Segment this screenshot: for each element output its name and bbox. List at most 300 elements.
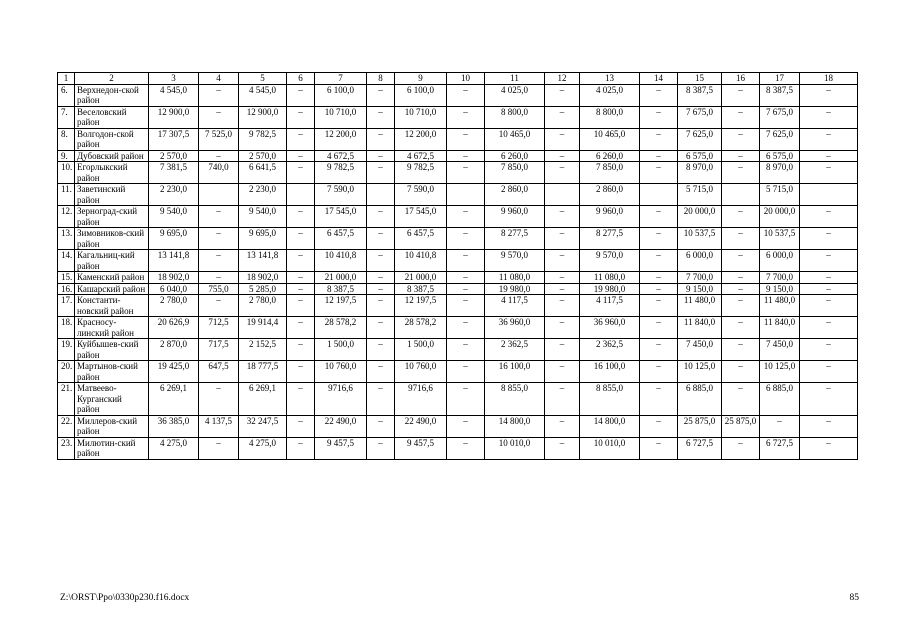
district-name-cell: Заветинский район <box>75 184 149 206</box>
value-cell: – <box>640 250 678 272</box>
value-cell: – <box>287 383 315 416</box>
value-cell: – <box>545 415 580 437</box>
value-cell: – <box>722 272 760 284</box>
header-cell: 5 <box>239 73 287 85</box>
value-cell: – <box>545 272 580 284</box>
value-cell: 18 902,0 <box>149 272 199 284</box>
row-number-cell: 10. <box>58 162 75 184</box>
value-cell: 7 625,0 <box>760 128 800 150</box>
value-cell: – <box>367 415 395 437</box>
value-cell <box>287 184 315 206</box>
row-number-cell: 20. <box>58 361 75 383</box>
value-cell: – <box>447 150 485 162</box>
value-cell: 10 410,8 <box>315 250 367 272</box>
value-cell: – <box>287 317 315 339</box>
row-number-cell: 16. <box>58 283 75 295</box>
value-cell: 9 457,5 <box>315 437 367 459</box>
header-cell: 13 <box>580 73 640 85</box>
header-cell: 6 <box>287 73 315 85</box>
value-cell: – <box>447 339 485 361</box>
value-cell: 4 275,0 <box>149 437 199 459</box>
value-cell: 8 855,0 <box>485 383 545 416</box>
value-cell: – <box>640 84 678 106</box>
value-cell: 7 675,0 <box>678 106 722 128</box>
district-name-cell: Куйбышев-ский район <box>75 339 149 361</box>
value-cell: – <box>722 228 760 250</box>
value-cell: – <box>800 437 858 459</box>
district-name-cell: Зерноград-ский район <box>75 206 149 228</box>
value-cell: 7 590,0 <box>395 184 447 206</box>
value-cell: – <box>287 295 315 317</box>
value-cell <box>640 184 678 206</box>
value-cell: 5 285,0 <box>239 283 287 295</box>
value-cell: 712,5 <box>199 317 239 339</box>
value-cell: 6 000,0 <box>760 250 800 272</box>
value-cell: 20 626,9 <box>149 317 199 339</box>
value-cell: 7 850,0 <box>485 162 545 184</box>
value-cell: 22 490,0 <box>315 415 367 437</box>
row-number-cell: 19. <box>58 339 75 361</box>
value-cell: 19 914,4 <box>239 317 287 339</box>
table-row <box>58 162 858 184</box>
table-row <box>58 84 858 106</box>
value-cell: 9 960,0 <box>580 206 640 228</box>
value-cell: – <box>722 437 760 459</box>
value-cell: – <box>199 228 239 250</box>
district-name-cell: Константи-новский район <box>75 295 149 317</box>
table-row <box>58 339 858 361</box>
value-cell <box>722 184 760 206</box>
value-cell: 2 860,0 <box>485 184 545 206</box>
value-cell: 12 200,0 <box>315 128 367 150</box>
row-number-cell: 14. <box>58 250 75 272</box>
value-cell: 2 152,5 <box>239 339 287 361</box>
value-cell: – <box>640 128 678 150</box>
value-cell: 2 570,0 <box>149 150 199 162</box>
value-cell: – <box>199 84 239 106</box>
value-cell: – <box>640 283 678 295</box>
district-name-cell: Миллеров-ский район <box>75 415 149 437</box>
value-cell: 4 545,0 <box>239 84 287 106</box>
value-cell: – <box>287 162 315 184</box>
value-cell: – <box>367 106 395 128</box>
value-cell: 10 410,8 <box>395 250 447 272</box>
district-name-cell: Волгодон-ской район <box>75 128 149 150</box>
value-cell: – <box>800 283 858 295</box>
value-cell: 2 860,0 <box>580 184 640 206</box>
value-cell: 6 040,0 <box>149 283 199 295</box>
value-cell: – <box>447 437 485 459</box>
district-name-cell: Кашарский район <box>75 283 149 295</box>
value-cell: 6 457,5 <box>395 228 447 250</box>
value-cell: 12 197,5 <box>315 295 367 317</box>
header-cell: 15 <box>678 73 722 85</box>
value-cell: – <box>367 317 395 339</box>
value-cell: – <box>367 437 395 459</box>
value-cell: 6 727,5 <box>678 437 722 459</box>
value-cell: 7 450,0 <box>678 339 722 361</box>
value-cell: 9 570,0 <box>485 250 545 272</box>
row-number-cell: 12. <box>58 206 75 228</box>
value-cell: 18 777,5 <box>239 361 287 383</box>
value-cell: – <box>722 339 760 361</box>
value-cell: 8 387,5 <box>395 283 447 295</box>
value-cell: 6 727,5 <box>760 437 800 459</box>
value-cell: 7 450,0 <box>760 339 800 361</box>
value-cell: 9 150,0 <box>678 283 722 295</box>
value-cell: – <box>447 228 485 250</box>
value-cell: – <box>287 106 315 128</box>
district-name-cell: Верхнедон-ской район <box>75 84 149 106</box>
value-cell: 12 200,0 <box>395 128 447 150</box>
value-cell: 10 465,0 <box>485 128 545 150</box>
table-row <box>58 361 858 383</box>
value-cell <box>367 184 395 206</box>
value-cell: 4 025,0 <box>580 84 640 106</box>
value-cell: 8 387,5 <box>760 84 800 106</box>
value-cell: – <box>447 383 485 416</box>
value-cell: 11 840,0 <box>678 317 722 339</box>
value-cell: 9716,6 <box>395 383 447 416</box>
value-cell: 8 277,5 <box>580 228 640 250</box>
value-cell: – <box>722 250 760 272</box>
value-cell: 6 100,0 <box>395 84 447 106</box>
value-cell: – <box>722 128 760 150</box>
value-cell: 740,0 <box>199 162 239 184</box>
value-cell: – <box>800 228 858 250</box>
table-row <box>58 415 858 437</box>
value-cell: 10 010,0 <box>485 437 545 459</box>
value-cell: 2 230,0 <box>149 184 199 206</box>
value-cell: 7 675,0 <box>760 106 800 128</box>
value-cell: – <box>367 361 395 383</box>
value-cell: 647,5 <box>199 361 239 383</box>
value-cell: – <box>800 361 858 383</box>
value-cell: 14 800,0 <box>485 415 545 437</box>
value-cell: – <box>545 283 580 295</box>
value-cell: – <box>447 84 485 106</box>
value-cell: – <box>199 272 239 284</box>
row-number-cell: 11. <box>58 184 75 206</box>
value-cell <box>545 184 580 206</box>
value-cell: 9 540,0 <box>239 206 287 228</box>
value-cell: – <box>447 250 485 272</box>
district-name-cell: Зимовников-ский район <box>75 228 149 250</box>
district-name-cell: Каменский район <box>75 272 149 284</box>
value-cell: 717,5 <box>199 339 239 361</box>
value-cell: 19 425,0 <box>149 361 199 383</box>
table-row <box>58 383 858 416</box>
value-cell: – <box>367 339 395 361</box>
value-cell: 6 269,1 <box>239 383 287 416</box>
value-cell: 10 125,0 <box>760 361 800 383</box>
value-cell: 10 537,5 <box>760 228 800 250</box>
value-cell: – <box>640 437 678 459</box>
value-cell: 28 578,2 <box>395 317 447 339</box>
value-cell: – <box>545 317 580 339</box>
value-cell: 25 875,0 <box>722 415 760 437</box>
value-cell: – <box>640 415 678 437</box>
value-cell: – <box>367 162 395 184</box>
value-cell: 22 490,0 <box>395 415 447 437</box>
value-cell: 2 570,0 <box>239 150 287 162</box>
value-cell: 10 760,0 <box>315 361 367 383</box>
value-cell: – <box>545 162 580 184</box>
header-cell: 11 <box>485 73 545 85</box>
row-number-cell: 21. <box>58 383 75 416</box>
value-cell: 9 150,0 <box>760 283 800 295</box>
value-cell: – <box>287 361 315 383</box>
table-row <box>58 150 858 162</box>
value-cell: 11 480,0 <box>760 295 800 317</box>
value-cell: – <box>640 295 678 317</box>
value-cell: – <box>800 150 858 162</box>
value-cell: 2 870,0 <box>149 339 199 361</box>
row-number-cell: 7. <box>58 106 75 128</box>
value-cell: – <box>545 361 580 383</box>
value-cell <box>800 184 858 206</box>
table-row <box>58 128 858 150</box>
table-row <box>58 283 858 295</box>
value-cell: 36 960,0 <box>485 317 545 339</box>
value-cell: 11 480,0 <box>678 295 722 317</box>
value-cell: 8 387,5 <box>315 283 367 295</box>
value-cell: 8 387,5 <box>678 84 722 106</box>
district-name-cell: Матвеево-Курганский район <box>75 383 149 416</box>
footer-file-path: Z:\ORST\Ppo\0330p230.f16.docx <box>60 593 190 603</box>
table-row <box>58 250 858 272</box>
value-cell: 21 000,0 <box>395 272 447 284</box>
table-row <box>58 206 858 228</box>
value-cell: – <box>367 84 395 106</box>
value-cell: – <box>287 228 315 250</box>
row-number-cell: 23. <box>58 437 75 459</box>
value-cell: – <box>447 317 485 339</box>
header-cell: 18 <box>800 73 858 85</box>
value-cell: 1 500,0 <box>315 339 367 361</box>
value-cell: – <box>287 250 315 272</box>
value-cell <box>447 184 485 206</box>
value-cell: 36 960,0 <box>580 317 640 339</box>
value-cell: 7 700,0 <box>678 272 722 284</box>
header-cell: 8 <box>367 73 395 85</box>
district-name-cell: Егорлыкский район <box>75 162 149 184</box>
value-cell: – <box>640 206 678 228</box>
row-number-cell: 17. <box>58 295 75 317</box>
value-cell: – <box>800 84 858 106</box>
value-cell: 2 780,0 <box>149 295 199 317</box>
value-cell: – <box>545 206 580 228</box>
value-cell: – <box>367 272 395 284</box>
header-cell: 12 <box>545 73 580 85</box>
value-cell: – <box>447 361 485 383</box>
value-cell: – <box>367 283 395 295</box>
value-cell: 6 885,0 <box>678 383 722 416</box>
value-cell: 17 307,5 <box>149 128 199 150</box>
header-cell: 16 <box>722 73 760 85</box>
value-cell: – <box>545 128 580 150</box>
value-cell: – <box>367 250 395 272</box>
value-cell: 21 000,0 <box>315 272 367 284</box>
value-cell: 9 570,0 <box>580 250 640 272</box>
table-row <box>58 228 858 250</box>
row-number-cell: 6. <box>58 84 75 106</box>
value-cell: 16 100,0 <box>485 361 545 383</box>
value-cell: – <box>447 206 485 228</box>
value-cell: 13 141,8 <box>239 250 287 272</box>
value-cell: 6 000,0 <box>678 250 722 272</box>
row-number-cell: 13. <box>58 228 75 250</box>
row-number-cell: 8. <box>58 128 75 150</box>
value-cell: 9 457,5 <box>395 437 447 459</box>
footer-page-number: 85 <box>849 593 859 603</box>
header-cell: 9 <box>395 73 447 85</box>
value-cell: 10 710,0 <box>395 106 447 128</box>
value-cell: 4 545,0 <box>149 84 199 106</box>
value-cell: 10 010,0 <box>580 437 640 459</box>
value-cell: 7 590,0 <box>315 184 367 206</box>
value-cell: – <box>287 272 315 284</box>
row-number-cell: 18. <box>58 317 75 339</box>
value-cell: – <box>199 106 239 128</box>
value-cell: – <box>367 295 395 317</box>
value-cell: – <box>545 383 580 416</box>
value-cell: 9 782,5 <box>395 162 447 184</box>
row-number-cell: 15. <box>58 272 75 284</box>
value-cell: 32 247,5 <box>239 415 287 437</box>
district-name-cell: Кагальниц-кий район <box>75 250 149 272</box>
value-cell: – <box>722 150 760 162</box>
value-cell: 6 575,0 <box>760 150 800 162</box>
value-cell: 20 000,0 <box>678 206 722 228</box>
value-cell: 11 080,0 <box>580 272 640 284</box>
value-cell: 25 875,0 <box>678 415 722 437</box>
value-cell: – <box>447 295 485 317</box>
district-name-cell: Красносу-линский район <box>75 317 149 339</box>
value-cell: – <box>800 339 858 361</box>
value-cell: – <box>447 283 485 295</box>
value-cell: 9 782,5 <box>239 128 287 150</box>
value-cell: – <box>640 106 678 128</box>
header-cell: 1 <box>58 73 75 85</box>
value-cell: – <box>800 250 858 272</box>
value-cell: – <box>199 250 239 272</box>
table-row <box>58 295 858 317</box>
value-cell: 6 575,0 <box>678 150 722 162</box>
value-cell: 11 080,0 <box>485 272 545 284</box>
value-cell: 8 277,5 <box>485 228 545 250</box>
value-cell: – <box>545 228 580 250</box>
value-cell: – <box>722 162 760 184</box>
value-cell: 7 700,0 <box>760 272 800 284</box>
value-cell: – <box>545 106 580 128</box>
value-cell: – <box>447 106 485 128</box>
value-cell: 5 715,0 <box>760 184 800 206</box>
value-cell: – <box>287 128 315 150</box>
value-cell: – <box>287 206 315 228</box>
header-cell: 4 <box>199 73 239 85</box>
value-cell: – <box>800 106 858 128</box>
value-cell: 9716,6 <box>315 383 367 416</box>
value-cell: 7 381,5 <box>149 162 199 184</box>
value-cell: 10 760,0 <box>395 361 447 383</box>
value-cell: 10 465,0 <box>580 128 640 150</box>
value-cell: – <box>722 206 760 228</box>
value-cell: – <box>722 317 760 339</box>
value-cell: – <box>447 415 485 437</box>
value-cell: – <box>199 206 239 228</box>
header-cell: 3 <box>149 73 199 85</box>
value-cell: – <box>640 162 678 184</box>
value-cell: 7 525,0 <box>199 128 239 150</box>
value-cell: 4 275,0 <box>239 437 287 459</box>
value-cell: 12 197,5 <box>395 295 447 317</box>
value-cell: – <box>800 128 858 150</box>
district-name-cell: Дубовский район <box>75 150 149 162</box>
value-cell: 8 855,0 <box>580 383 640 416</box>
value-cell: 9 782,5 <box>315 162 367 184</box>
value-cell: 17 545,0 <box>395 206 447 228</box>
value-cell: 13 141,8 <box>149 250 199 272</box>
value-cell: – <box>722 283 760 295</box>
row-number-cell: 9. <box>58 150 75 162</box>
value-cell: – <box>287 437 315 459</box>
value-cell: – <box>287 415 315 437</box>
value-cell: – <box>367 128 395 150</box>
value-cell: – <box>199 150 239 162</box>
value-cell: – <box>722 361 760 383</box>
value-cell: 10 125,0 <box>678 361 722 383</box>
value-cell: – <box>199 295 239 317</box>
header-cell: 2 <box>75 73 149 85</box>
value-cell: 10 537,5 <box>678 228 722 250</box>
value-cell: 1 500,0 <box>395 339 447 361</box>
district-name-cell: Веселовский район <box>75 106 149 128</box>
table-row <box>58 272 858 284</box>
value-cell: – <box>447 162 485 184</box>
value-cell: – <box>367 206 395 228</box>
value-cell: 2 362,5 <box>580 339 640 361</box>
value-cell: – <box>760 415 800 437</box>
value-cell: 12 900,0 <box>149 106 199 128</box>
value-cell: – <box>722 84 760 106</box>
value-cell: 6 457,5 <box>315 228 367 250</box>
value-cell: 6 100,0 <box>315 84 367 106</box>
value-cell: – <box>367 150 395 162</box>
value-cell: – <box>640 317 678 339</box>
value-cell: 17 545,0 <box>315 206 367 228</box>
district-name-cell: Мартынов-ский район <box>75 361 149 383</box>
value-cell: 6 260,0 <box>580 150 640 162</box>
value-cell: 11 840,0 <box>760 317 800 339</box>
value-cell: – <box>800 415 858 437</box>
value-cell: – <box>199 437 239 459</box>
value-cell: 4 117,5 <box>580 295 640 317</box>
value-cell: – <box>545 437 580 459</box>
value-cell: 19 980,0 <box>580 283 640 295</box>
value-cell: 4 672,5 <box>395 150 447 162</box>
value-cell: – <box>640 272 678 284</box>
value-cell: 2 780,0 <box>239 295 287 317</box>
value-cell: 8 800,0 <box>580 106 640 128</box>
value-cell: – <box>640 361 678 383</box>
value-cell: – <box>722 295 760 317</box>
value-cell: – <box>545 295 580 317</box>
value-cell: 2 362,5 <box>485 339 545 361</box>
value-cell: 7 850,0 <box>580 162 640 184</box>
header-cell: 7 <box>315 73 367 85</box>
value-cell <box>199 184 239 206</box>
